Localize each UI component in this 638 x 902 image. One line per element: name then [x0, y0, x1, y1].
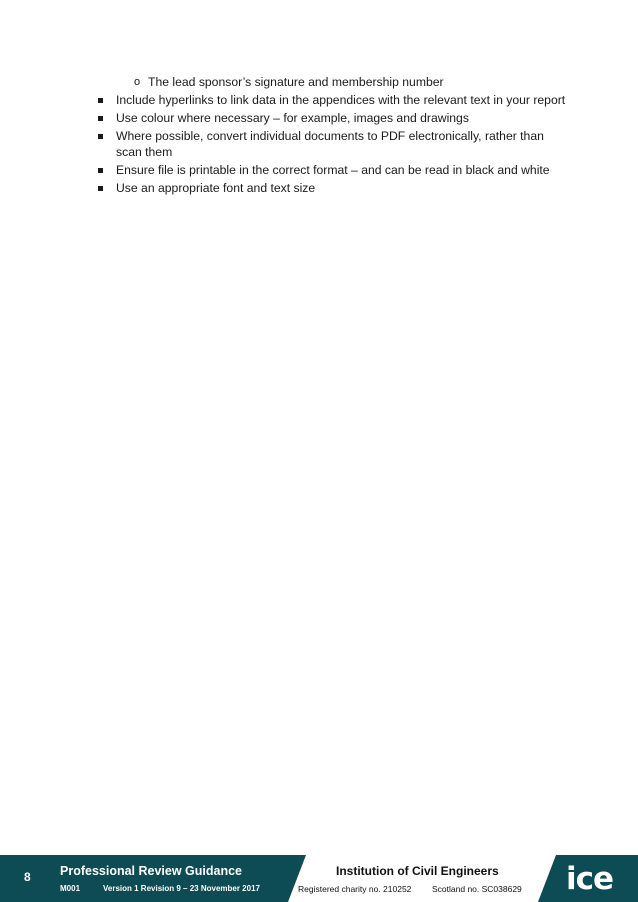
square-bullet-icon — [98, 98, 103, 103]
organisation-name: Institution of Civil Engineers — [336, 864, 499, 878]
list-item-text: Where possible, convert individual documents to PDF electronically, rather than scan them — [116, 129, 544, 159]
list-item — [96, 92, 566, 108]
charity-number: Registered charity no. 210252 — [298, 884, 412, 894]
page-number: 8 — [24, 870, 31, 884]
document-code: M001 — [60, 884, 81, 893]
ice-logo: ice — [566, 861, 614, 897]
sub-list-item — [96, 74, 566, 90]
list-item — [96, 110, 566, 126]
list-item-text: Use colour where necessary – for example, images and drawings — [116, 111, 469, 125]
list-item-text: Ensure file is printable in the correct format – and can be read in black and white — [116, 163, 550, 177]
document-title: Professional Review Guidance — [60, 864, 243, 878]
list-item-text: Include hyperlinks to link data in the appendices with the relevant text in your report — [116, 93, 566, 107]
square-bullet-icon — [98, 134, 103, 139]
list-item — [96, 162, 566, 178]
list-item — [96, 128, 566, 160]
circle-bullet-icon: o — [134, 76, 141, 88]
sub-list-item-text: The lead sponsor’s signature and membership number — [148, 75, 444, 89]
square-bullet-icon — [98, 116, 103, 121]
list-item — [96, 180, 566, 196]
square-bullet-icon — [98, 186, 103, 191]
footer-white-band — [288, 855, 556, 902]
scotland-number: Scotland no. SC038629 — [432, 884, 522, 894]
square-bullet-icon — [98, 168, 103, 173]
page-footer — [0, 855, 638, 902]
document-body — [96, 74, 566, 198]
document-version: Version 1 Revision 9 – 23 November 2017 — [103, 884, 260, 893]
list-item-text: Use an appropriate font and text size — [116, 181, 316, 195]
